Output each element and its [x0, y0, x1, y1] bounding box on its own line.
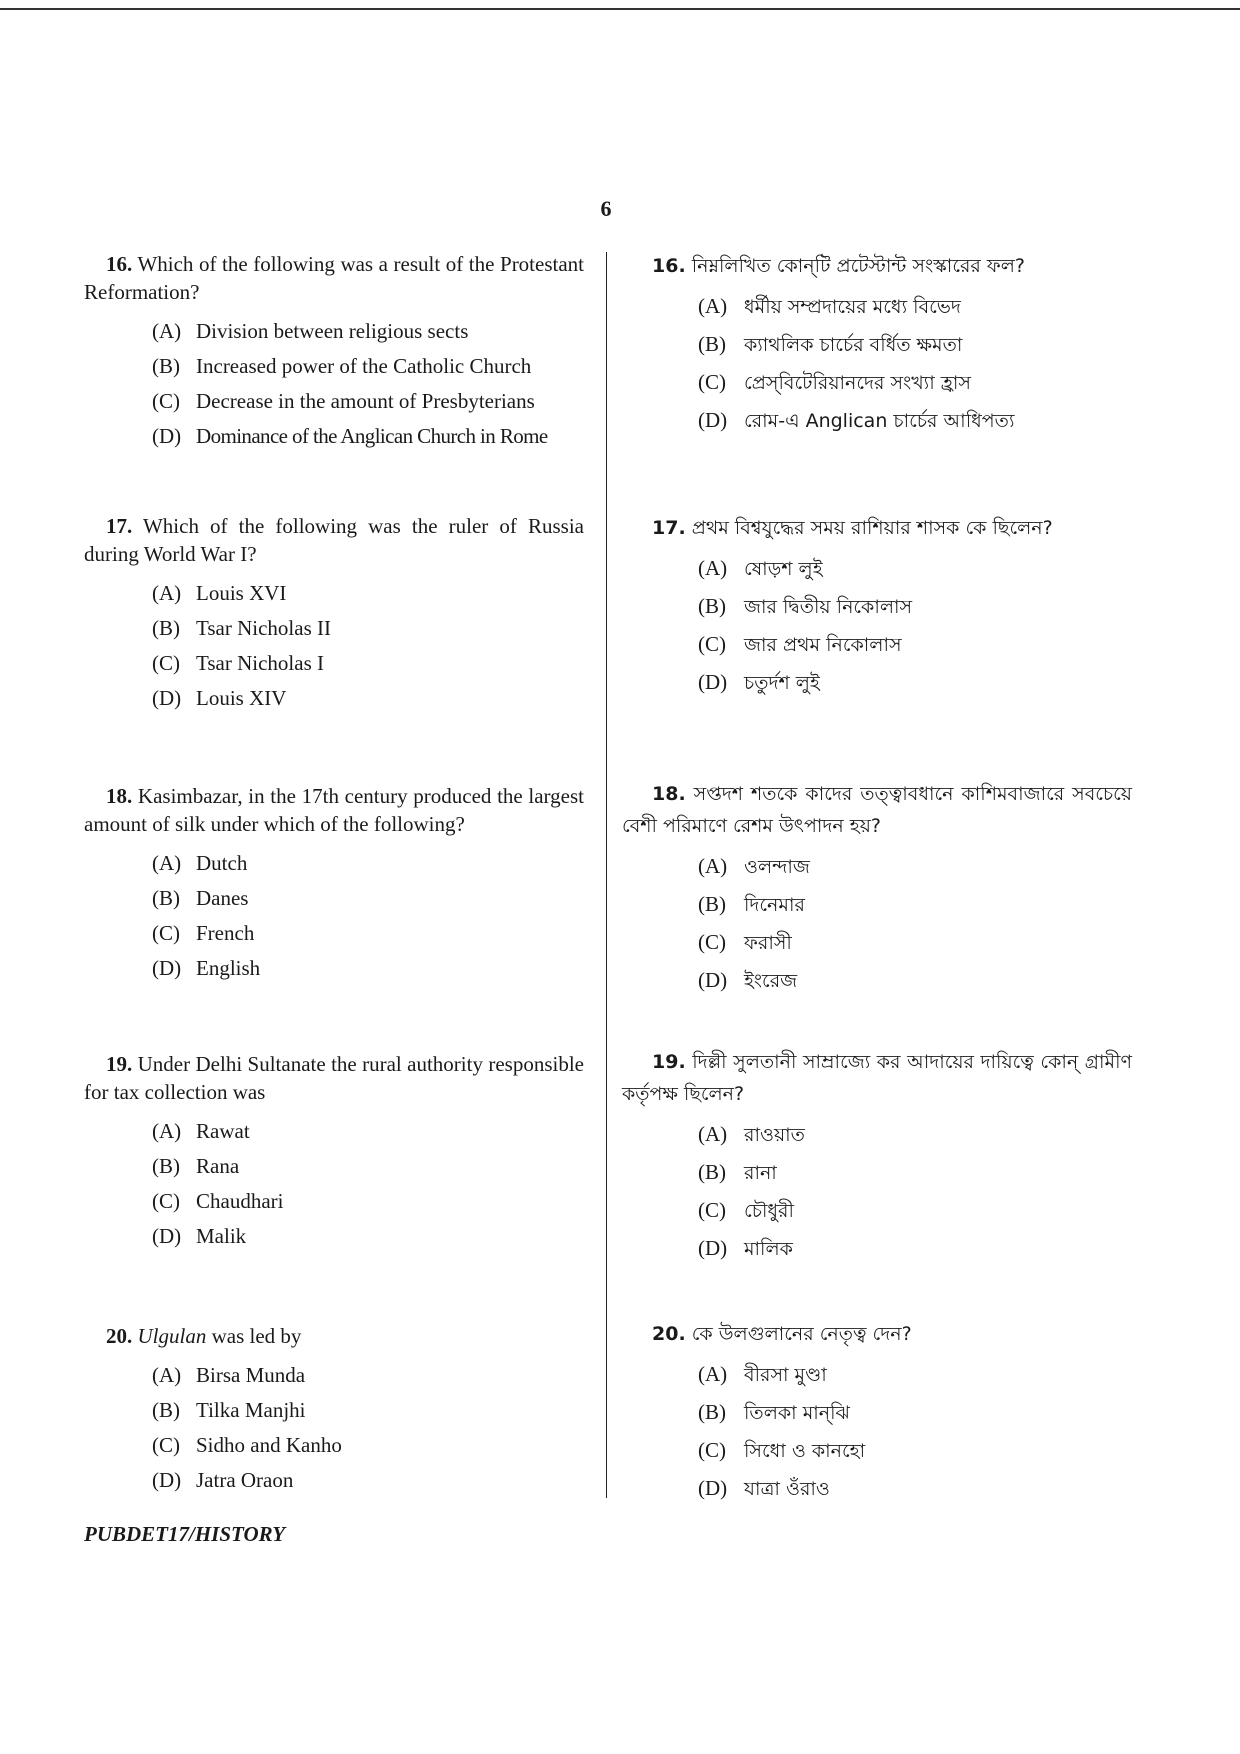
options-list: [84, 1358, 584, 1498]
option-label: (D): [152, 956, 182, 980]
option-text: Sidho and Kanho: [196, 1433, 342, 1457]
options-list: [84, 576, 584, 716]
option-label: (A): [698, 1122, 728, 1146]
option-text: ধর্মীয় সম্প্রদায়ের মধ্যে বিভেদ: [744, 296, 961, 318]
option-c: [152, 916, 584, 951]
option-label: (B): [152, 886, 180, 910]
question-text: [84, 250, 584, 306]
option-d: [698, 1230, 1132, 1268]
option-b: [698, 326, 1132, 364]
option-label: (B): [698, 594, 726, 618]
option-a: [152, 1358, 584, 1393]
option-label: (A): [698, 556, 728, 580]
option-b: [152, 611, 584, 646]
option-text: Tsar Nicholas II: [196, 616, 331, 640]
option-text: জার প্রথম নিকোলাস: [744, 634, 902, 656]
option-text: ক্যাথলিক চার্চের বর্ধিত ক্ষমতা: [744, 334, 963, 356]
question-text: [84, 1322, 584, 1350]
option-b: [698, 1154, 1132, 1192]
option-a: [152, 314, 584, 349]
option-c: [152, 384, 584, 419]
option-label: (D): [698, 1236, 728, 1260]
option-label: (C): [698, 930, 726, 954]
option-b: [698, 588, 1132, 626]
option-label: (D): [152, 1224, 182, 1248]
option-c: [698, 1432, 1132, 1470]
question-term: Ulgulan: [137, 1324, 207, 1348]
question-body: Under Delhi Sultanate the rural authority responsible for tax collection was: [84, 1052, 585, 1104]
option-label: (C): [698, 1438, 726, 1462]
option-label: (A): [152, 851, 182, 875]
question-16-bn: [622, 250, 1132, 440]
option-text: Louis XVI: [196, 581, 287, 605]
option-text: ইংরেজ: [744, 970, 798, 992]
option-b: [152, 1149, 584, 1184]
question-number: 17.: [652, 517, 686, 539]
question-text: [622, 512, 1132, 544]
option-label: (D): [698, 408, 728, 432]
option-text: বীরসা মুণ্ডা: [744, 1364, 827, 1386]
option-label: (A): [152, 581, 182, 605]
options-list: [622, 1116, 1132, 1268]
option-text: Birsa Munda: [196, 1363, 306, 1387]
option-label: (B): [152, 616, 180, 640]
option-text: তিলকা মান্‌ঝি: [744, 1402, 850, 1424]
option-b: [698, 1394, 1132, 1432]
option-label: (C): [698, 370, 726, 394]
question-number: 20.: [106, 1324, 133, 1348]
page-number: 6: [600, 196, 612, 221]
option-d: [152, 1463, 584, 1498]
question-number: 17.: [106, 514, 133, 538]
options-list: [84, 1114, 584, 1254]
question-17-en: [84, 512, 584, 716]
question-16-en: [84, 250, 584, 454]
question-body: দিল্লী সুলতানী সাম্রাজ্যে কর আদায়ের দায়িত্বে কোন্‌ গ্রামীণ কর্তৃপক্ষ ছিলেন?: [622, 1051, 1132, 1105]
question-number: 16.: [106, 252, 133, 276]
option-text: Dominance of the Anglican Church in Rome: [196, 424, 548, 448]
question-body: Kasimbazar, in the 17th century produced the largest amount of silk under which of the following?: [84, 784, 584, 836]
option-text: Malik: [196, 1224, 247, 1248]
option-a: [698, 1116, 1132, 1154]
question-text: [622, 1046, 1132, 1110]
option-a: [152, 846, 584, 881]
question-text: [622, 778, 1132, 842]
option-text: Louis XIV: [196, 686, 287, 710]
question-text: [84, 1050, 584, 1106]
option-c: [152, 1428, 584, 1463]
option-d: [152, 951, 584, 986]
option-text: যাত্রা ওঁরাও: [744, 1478, 830, 1500]
option-label: (A): [152, 1363, 182, 1387]
option-d: [698, 962, 1132, 1000]
option-label: (A): [152, 1119, 182, 1143]
option-text: Increased power of the Catholic Church: [196, 354, 532, 378]
paper-code: PUBDET17/HISTORY: [84, 1522, 286, 1546]
option-b: [152, 1393, 584, 1428]
option-text: Decrease in the amount of Presbyterians: [196, 389, 535, 413]
option-d: [698, 664, 1132, 702]
option-text: চৌধুরী: [744, 1200, 794, 1222]
question-number: 19.: [106, 1052, 133, 1076]
option-label: (A): [698, 1362, 728, 1386]
question-body: নিম্নলিখিত কোন্‌টি প্রটেস্টান্ট সংস্কারের ফল?: [691, 255, 1026, 277]
option-b: [152, 349, 584, 384]
option-c: [698, 626, 1132, 664]
option-text: Rana: [196, 1154, 240, 1178]
option-label: (A): [152, 319, 182, 343]
option-label: (B): [698, 1400, 726, 1424]
question-number: 16.: [652, 255, 686, 277]
option-d: [698, 402, 1132, 440]
question-18-bn: [622, 778, 1132, 1000]
option-text: English: [196, 956, 261, 980]
option-label: (C): [152, 651, 180, 675]
option-a: [698, 1356, 1132, 1394]
options-list: [622, 848, 1132, 1000]
top-rule: [0, 8, 1240, 10]
option-text: Chaudhari: [196, 1189, 284, 1213]
option-text: রাওয়াত: [744, 1124, 805, 1146]
option-label: (B): [152, 1398, 180, 1422]
option-c: [698, 364, 1132, 402]
question-number: 18.: [106, 784, 133, 808]
option-a: [698, 288, 1132, 326]
option-label: (D): [698, 968, 728, 992]
option-text: Dutch: [196, 851, 248, 875]
option-label: (B): [698, 892, 726, 916]
option-label: (B): [152, 354, 180, 378]
question-body: Which of the following was a result of the Protestant Reformation?: [84, 252, 585, 304]
option-text: জার দ্বিতীয় নিকোলাস: [744, 596, 913, 618]
option-label: (D): [152, 686, 182, 710]
option-text: Danes: [196, 886, 249, 910]
question-19-en: [84, 1050, 584, 1254]
option-label: (C): [152, 1189, 180, 1213]
question-18-en: [84, 782, 584, 986]
option-text: Tilka Manjhi: [196, 1398, 306, 1422]
question-text: [622, 250, 1132, 282]
option-label: (C): [152, 921, 180, 945]
option-label: (A): [698, 854, 728, 878]
option-text: ওলন্দাজ: [744, 856, 810, 878]
options-list: [622, 288, 1132, 440]
option-a: [152, 576, 584, 611]
option-b: [698, 886, 1132, 924]
question-body: Which of the following was the ruler of Russia during World War I?: [84, 514, 584, 566]
option-b: [152, 881, 584, 916]
option-label: (B): [698, 1160, 726, 1184]
column-divider: [606, 252, 607, 1498]
question-20-bn: [622, 1318, 1132, 1508]
options-list: [622, 550, 1132, 702]
option-text: রানা: [744, 1162, 777, 1184]
question-text: [622, 1318, 1132, 1350]
option-text: French: [196, 921, 255, 945]
question-number: 20.: [652, 1323, 686, 1345]
question-19-bn: [622, 1046, 1132, 1268]
option-text: Jatra Oraon: [196, 1468, 294, 1492]
option-label: (C): [698, 1198, 726, 1222]
option-text: ষোড়শ লুই: [744, 558, 823, 580]
option-text: প্রেস্‌বিটেরিয়ানদের সংখ্যা হ্রাস: [744, 372, 971, 394]
option-label: (C): [698, 632, 726, 656]
option-label: (C): [152, 389, 180, 413]
option-label: (D): [698, 670, 728, 694]
option-text: মালিক: [744, 1238, 793, 1260]
question-number: 18.: [652, 783, 686, 805]
option-d: [152, 681, 584, 716]
option-c: [698, 924, 1132, 962]
option-label: (D): [152, 1468, 182, 1492]
options-list: [84, 314, 584, 454]
question-17-bn: [622, 512, 1132, 702]
option-c: [152, 646, 584, 681]
option-label: (A): [698, 294, 728, 318]
option-label: (D): [698, 1476, 728, 1500]
option-text: ফরাসী: [744, 932, 792, 954]
option-c: [698, 1192, 1132, 1230]
option-text: Division between religious sects: [196, 319, 469, 343]
option-label: (C): [152, 1433, 180, 1457]
options-list: [622, 1356, 1132, 1508]
option-text: চতুর্দশ লুই: [744, 672, 820, 694]
question-20-en: [84, 1322, 584, 1498]
question-number: 19.: [652, 1051, 686, 1073]
question-body: সপ্তদশ শতকে কাদের তত্ত্বাবধানে কাশিমবাজারে সবচেয়ে বেশী পরিমাণে রেশম উৎপাদন হয়?: [622, 783, 1132, 837]
option-d: [152, 419, 584, 454]
option-c: [152, 1184, 584, 1219]
option-text: Tsar Nicholas I: [196, 651, 324, 675]
option-text: সিধো ও কানহো: [744, 1440, 866, 1462]
option-d: [698, 1470, 1132, 1508]
option-a: [152, 1114, 584, 1149]
question-body: কে উলগুলানের নেতৃত্ব দেন?: [691, 1323, 912, 1345]
option-label: (D): [152, 424, 182, 448]
option-label: (B): [698, 332, 726, 356]
option-d: [152, 1219, 584, 1254]
option-text: Rawat: [196, 1119, 250, 1143]
option-a: [698, 550, 1132, 588]
question-body: প্রথম বিশ্বযুদ্ধের সময় রাশিয়ার শাসক কে ছিলেন?: [691, 517, 1053, 539]
option-label: (B): [152, 1154, 180, 1178]
options-list: [84, 846, 584, 986]
option-text: দিনেমার: [744, 894, 805, 916]
option-text: রোম-এ Anglican চার্চের আধিপত্য: [744, 410, 1015, 432]
question-body: was led by: [206, 1324, 302, 1348]
question-text: [84, 782, 584, 838]
option-a: [698, 848, 1132, 886]
question-text: [84, 512, 584, 568]
